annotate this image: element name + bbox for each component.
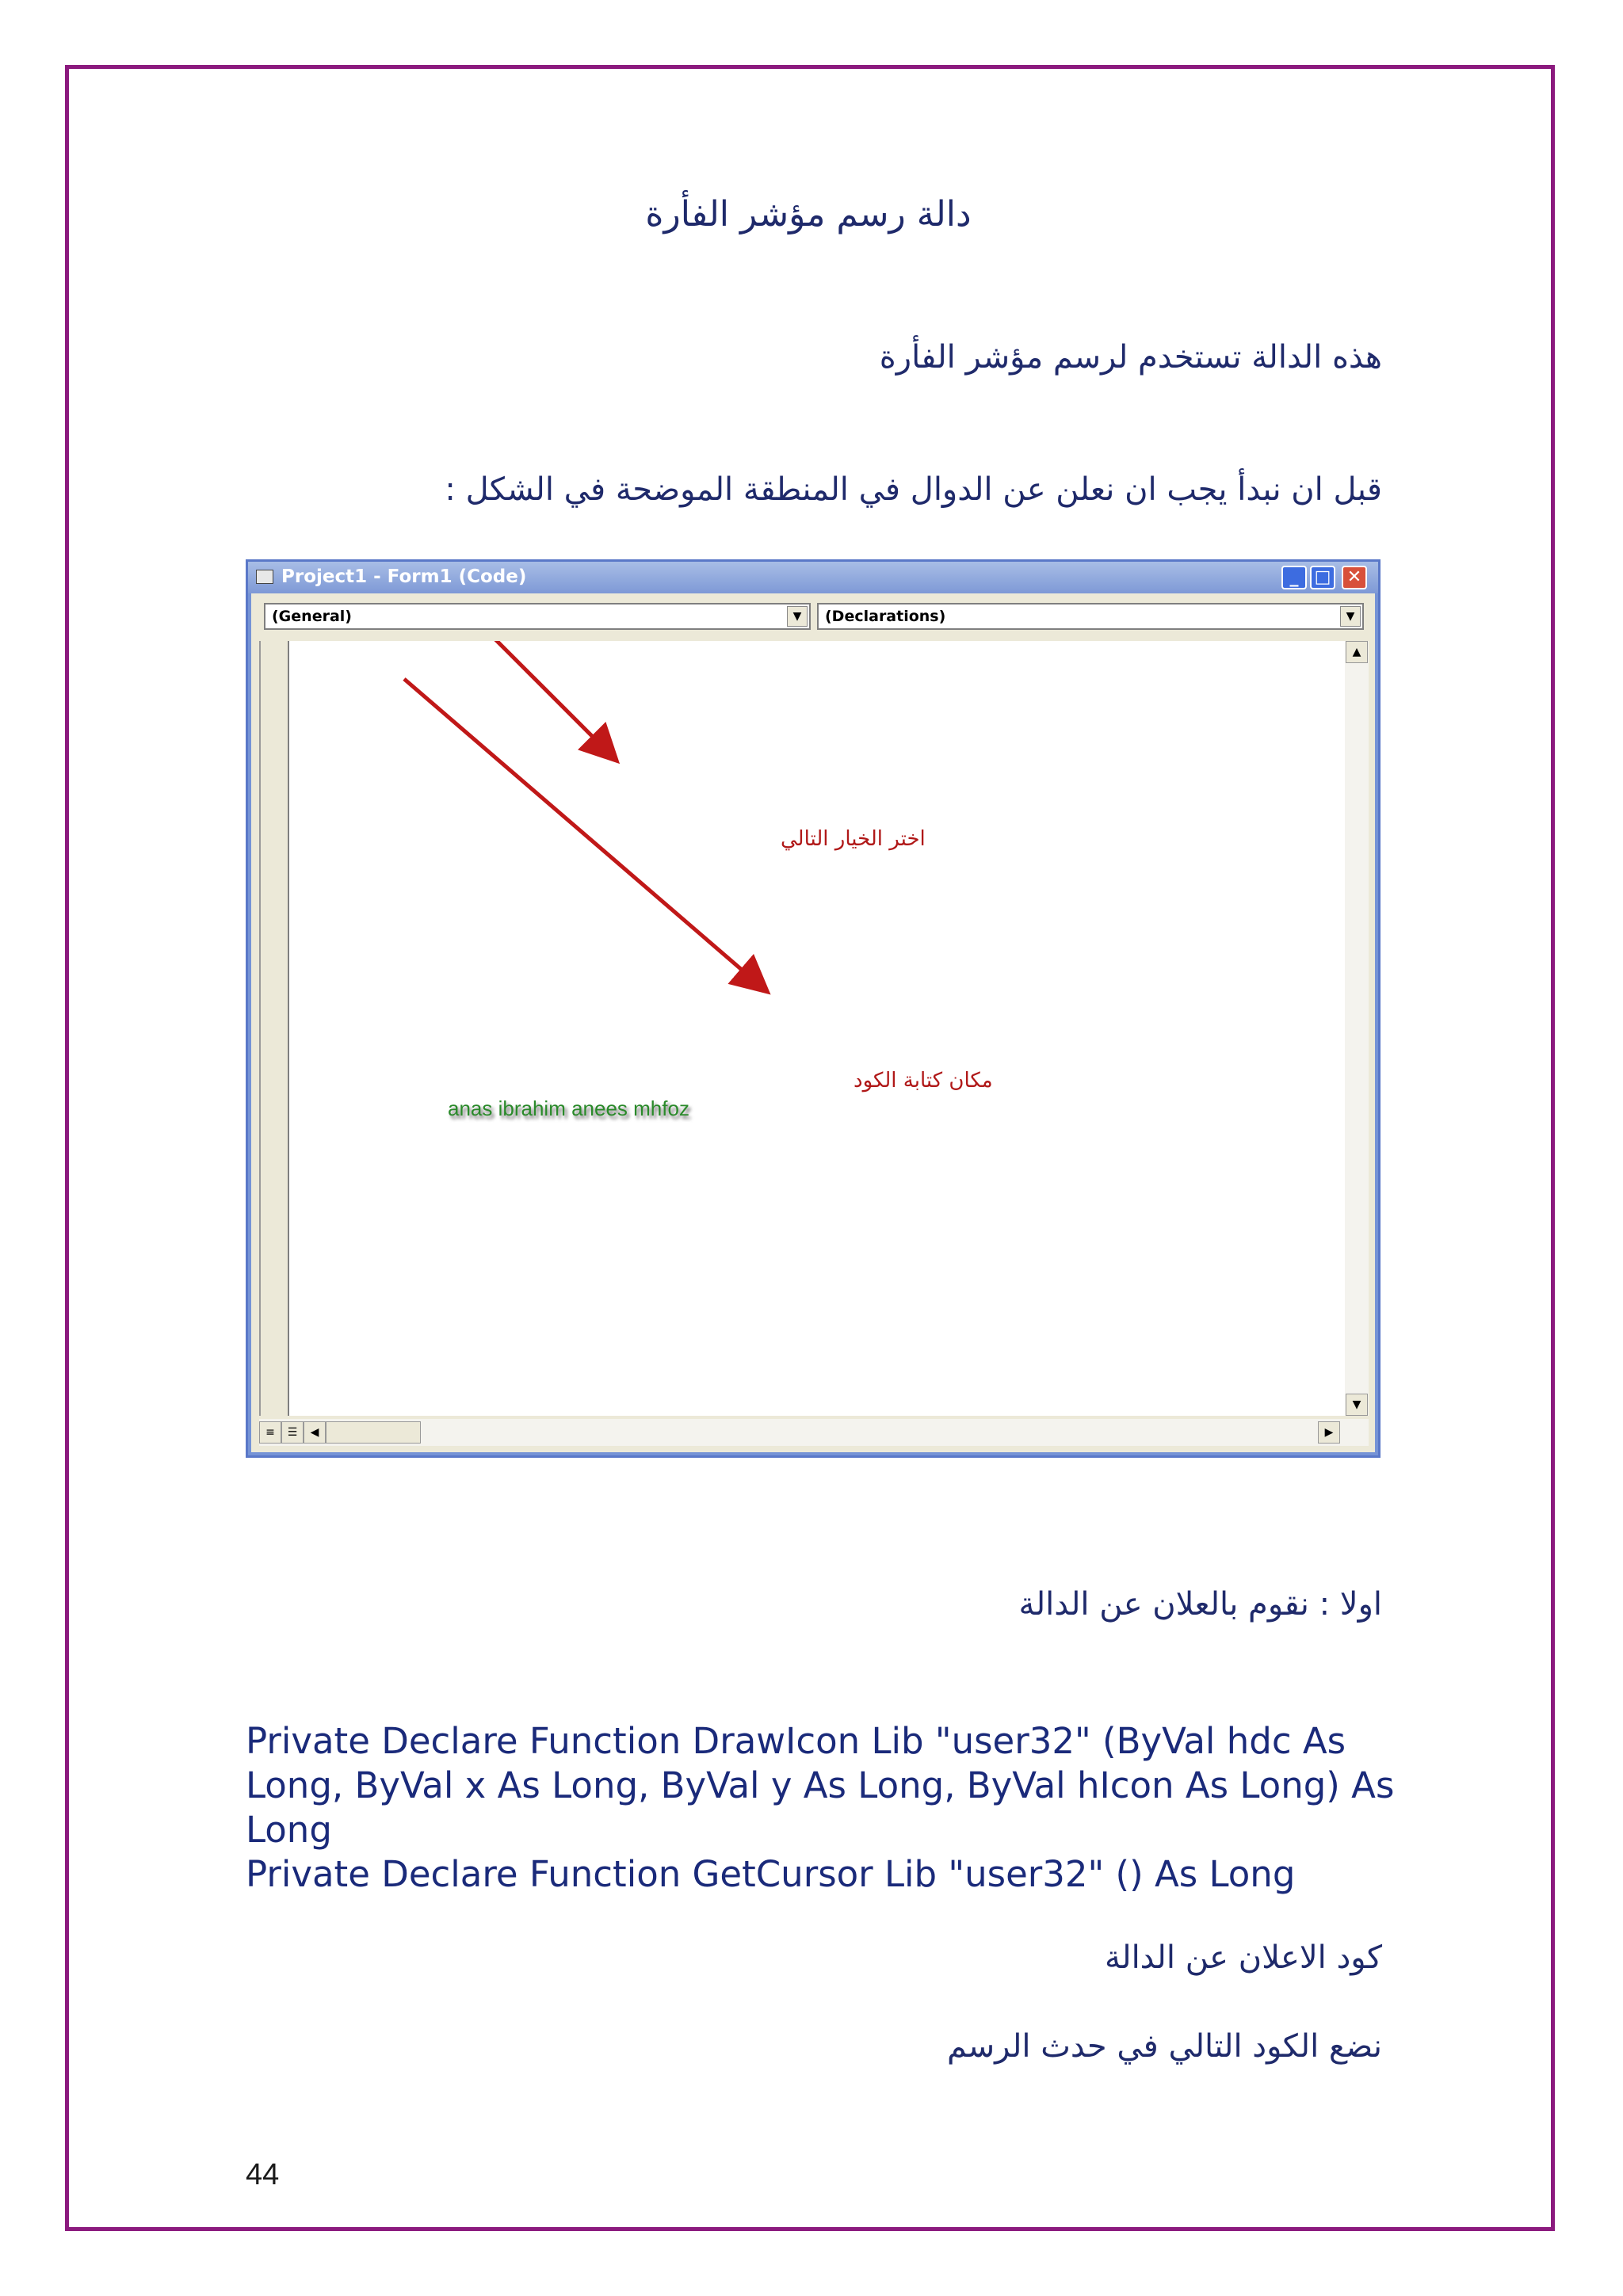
scroll-left-icon[interactable]: ◀ (304, 1421, 326, 1444)
scroll-thumb[interactable] (326, 1421, 421, 1444)
minimize-button[interactable]: _ (1281, 566, 1307, 589)
author-signature: anas ibrahim anees mhfoz (448, 1097, 689, 1120)
object-combo[interactable] (264, 603, 811, 630)
horizontal-scrollbar[interactable] (259, 1419, 1369, 1446)
page-title: دالة رسم مؤشر الفأرة (645, 194, 972, 235)
form-icon (256, 570, 273, 584)
annotation-arrows (289, 641, 1316, 1370)
module-view-icon[interactable]: ☰ (281, 1421, 304, 1444)
object-combo-value: (General) (272, 608, 352, 625)
window-body (251, 593, 1375, 1452)
arrow-to-combo (465, 641, 614, 758)
close-button[interactable]: ✕ (1342, 566, 1367, 589)
scroll-right-icon[interactable]: ▶ (1318, 1421, 1340, 1444)
annotation-code-area: مكان كتابة الكود (854, 1069, 993, 1093)
code-block (246, 1719, 1395, 1897)
arrow-to-editor (404, 679, 765, 990)
code-line: Long, ByVal x As Long, ByVal y As Long, ByVal hIcon As Long) As (246, 1764, 1395, 1806)
chevron-down-icon[interactable]: ▼ (1340, 606, 1361, 627)
editor-margin (259, 641, 288, 1416)
scroll-up-icon[interactable]: ▲ (1346, 641, 1368, 663)
intro-text: هذه الدالة تستخدم لرسم مؤشر الفأرة (879, 339, 1382, 376)
window-titlebar (248, 562, 1378, 593)
code-window (246, 559, 1381, 1458)
scroll-down-icon[interactable]: ▼ (1346, 1394, 1368, 1416)
maximize-button[interactable]: □ (1310, 566, 1335, 589)
code-line: Long (246, 1809, 332, 1851)
procedure-view-icon[interactable]: ≡ (259, 1421, 281, 1444)
annotation-choose-option: اختر الخيار التالي (781, 827, 926, 851)
window-title: Project1 - Form1 (Code) (281, 566, 527, 587)
page-number: 44 (246, 2158, 280, 2191)
vertical-scrollbar[interactable] (1345, 641, 1369, 1416)
code-editor[interactable] (288, 641, 1345, 1416)
procedure-combo-value: (Declarations) (825, 608, 946, 625)
code-line: Private Declare Function DrawIcon Lib "user32" (ByVal hdc As (246, 1720, 1346, 1762)
next-step-text: نضع الكود التالي في حدث الرسم (947, 2028, 1382, 2065)
chevron-down-icon[interactable]: ▼ (787, 606, 808, 627)
code-caption: كود الاعلان عن الدالة (1104, 1939, 1382, 1976)
procedure-combo[interactable] (817, 603, 1364, 630)
first-step-text: اولا : نقوم بالعلان عن الدالة (1018, 1586, 1382, 1623)
declaration-note: قبل ان نبدأ يجب ان نعلن عن الدوال في المنطقة الموضحة في الشكل : (445, 471, 1382, 508)
code-line: Private Declare Function GetCursor Lib "user32" () As Long (246, 1853, 1296, 1895)
